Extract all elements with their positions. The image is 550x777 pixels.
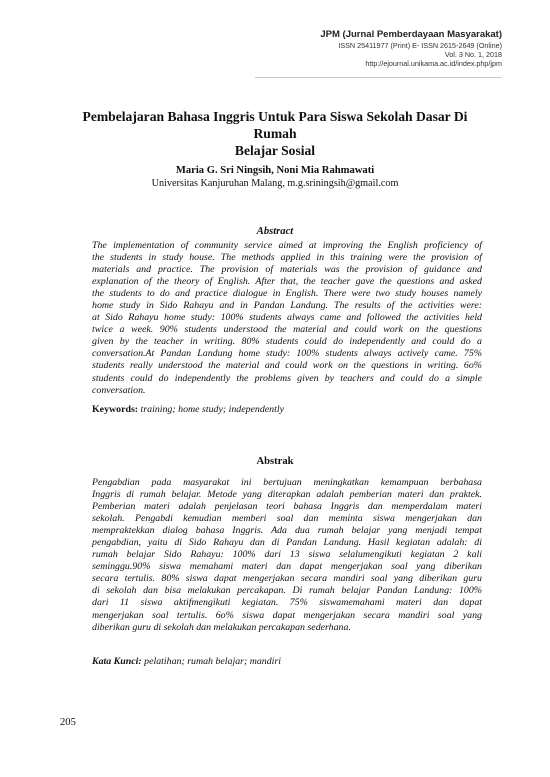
title-line-1: Pembelajaran Bahasa Inggris Untuk Para Siswa Sekolah Dasar Di Rumah (82, 109, 468, 141)
paragraph-line: Pemberian materi adalah penjelasan teori bahasa Inggris dan memperdalam materi (92, 501, 482, 513)
paragraph-line: dari 11 siswa aktifmengikuti kegiatan. 75% siswamemahami materi dan dapat (92, 597, 482, 609)
journal-url: http://ejournal.unikama.ac.id/index.php/jpm (365, 59, 502, 69)
paragraph-line: twice a week. 90% students understood the material and could work on the questions (92, 324, 482, 336)
paragraph-line: conversation.At Pandan Landung home study: 100% students always actively came. 75% (92, 348, 482, 360)
header-divider (255, 77, 502, 78)
kata-kunci-text: pelatihan; rumah belajar; mandiri (144, 656, 282, 667)
paragraph-line: home study in Sido Rahayu and in Pandan Landung. The results of the activities were: (92, 300, 482, 312)
abstrak-keywords (92, 656, 281, 667)
paragraph-line: The implementation of community service aimed at improving the English proficiency of (92, 240, 482, 251)
paragraph-line: seminggu.90% siswa memahami materi dan dapat mengerjakan soal yang diberikan (92, 561, 482, 573)
paragraph-line: materials and practice. The provision of materials was the provision of guidance and (92, 264, 482, 276)
paragraph-line: explanation of the theory of English. After that, the teacher gave the questions and asked (92, 276, 482, 288)
abstract-body (92, 240, 482, 397)
paragraph-line: diberikan guru di sekolah dan melakukan percakapan sederhana. (92, 621, 351, 633)
abstract-heading: Abstract (256, 226, 294, 237)
journal-issn: ISSN 25411977 (Print) E- ISSN 2615-2649 (Online) (338, 41, 502, 50)
keywords-text: training; home study; independently (140, 404, 284, 415)
page-number: 205 (60, 717, 76, 728)
abstrak-heading: Abstrak (256, 456, 294, 467)
article-title (60, 108, 490, 159)
paragraph-line: conversation. (92, 384, 146, 396)
abstrak-body (92, 477, 482, 634)
article-authors: Maria G. Sri Ningsih, Noni Mia Rahmawati (175, 165, 375, 176)
author-affiliation: Universitas Kanjuruhan Malang, m.g.sriningsih@gmail.com (151, 178, 399, 189)
paragraph-line: students really understood the material and could work on the questions in writing. 6o% (92, 360, 482, 372)
paragraph-line: mempraktekkan dialog bahasa Inggris. Ada dua rumah belajar yang menjadi tempat (92, 525, 482, 537)
journal-name: JPM (Jurnal Pemberdayaan Masyarakat) (320, 29, 502, 40)
paragraph-line: pengabdian, yaitu di Sido Rahayu dan di Pandan Landung. Hasil kegiatan adalah: di (92, 537, 482, 549)
title-line-2: Belajar Sosial (234, 143, 316, 158)
paragraph-line: given by the teacher in writing. 80% students could do independently and could do a (92, 336, 482, 348)
journal-volume: Vol. 3 No. 1, 2018 (444, 50, 502, 60)
paragraph-line: rumah belajar Sido Rahayu: 100% dari 13 siswa selalumengikuti kegiatan 2 kali (92, 549, 482, 561)
paragraph-line: at Sido Rahayu home study: 100% students always came and followed the activities held (92, 312, 482, 324)
paragraph-line: the students to do and practice dialogue in English. There were two study houses namely (92, 288, 482, 300)
paragraph-line: secara tertulis. 80% siswa dapat mengerjakan secara mandiri soal yang diberikan guru (92, 573, 482, 585)
journal-header (320, 29, 502, 69)
paragraph-line: the students in study house. The methods applied in this training were the provision of (92, 252, 482, 264)
paragraph-line: di sekolah dan bisa melakukan percakapan. Di rumah belajar Pandan Landung: 100% (92, 585, 482, 597)
keywords-label: Keywords: (92, 404, 139, 415)
abstract-keywords (92, 404, 284, 415)
kata-kunci-label: Kata Kunci: (92, 656, 142, 667)
paragraph-line: Pengabdian pada masyarakat ini bertujuan meningkatkan kemampuan berbahasa (92, 477, 482, 488)
paragraph-line: mengerjakan soal tertulis. 6o% siswa dapat mengerjakan secara mandiri soal yang (92, 609, 482, 621)
paragraph-line: sekolah. Pengabdi kemudian memberi soal dan meminta siswa mengerjakan dan (92, 513, 482, 525)
paragraph-line: students could do independently the problems given by teachers and could do a simple (92, 372, 482, 384)
paragraph-line: Inggris di rumah belajar. Metode yang diterapkan adalah pemberian materi dan praktek. (92, 489, 482, 501)
